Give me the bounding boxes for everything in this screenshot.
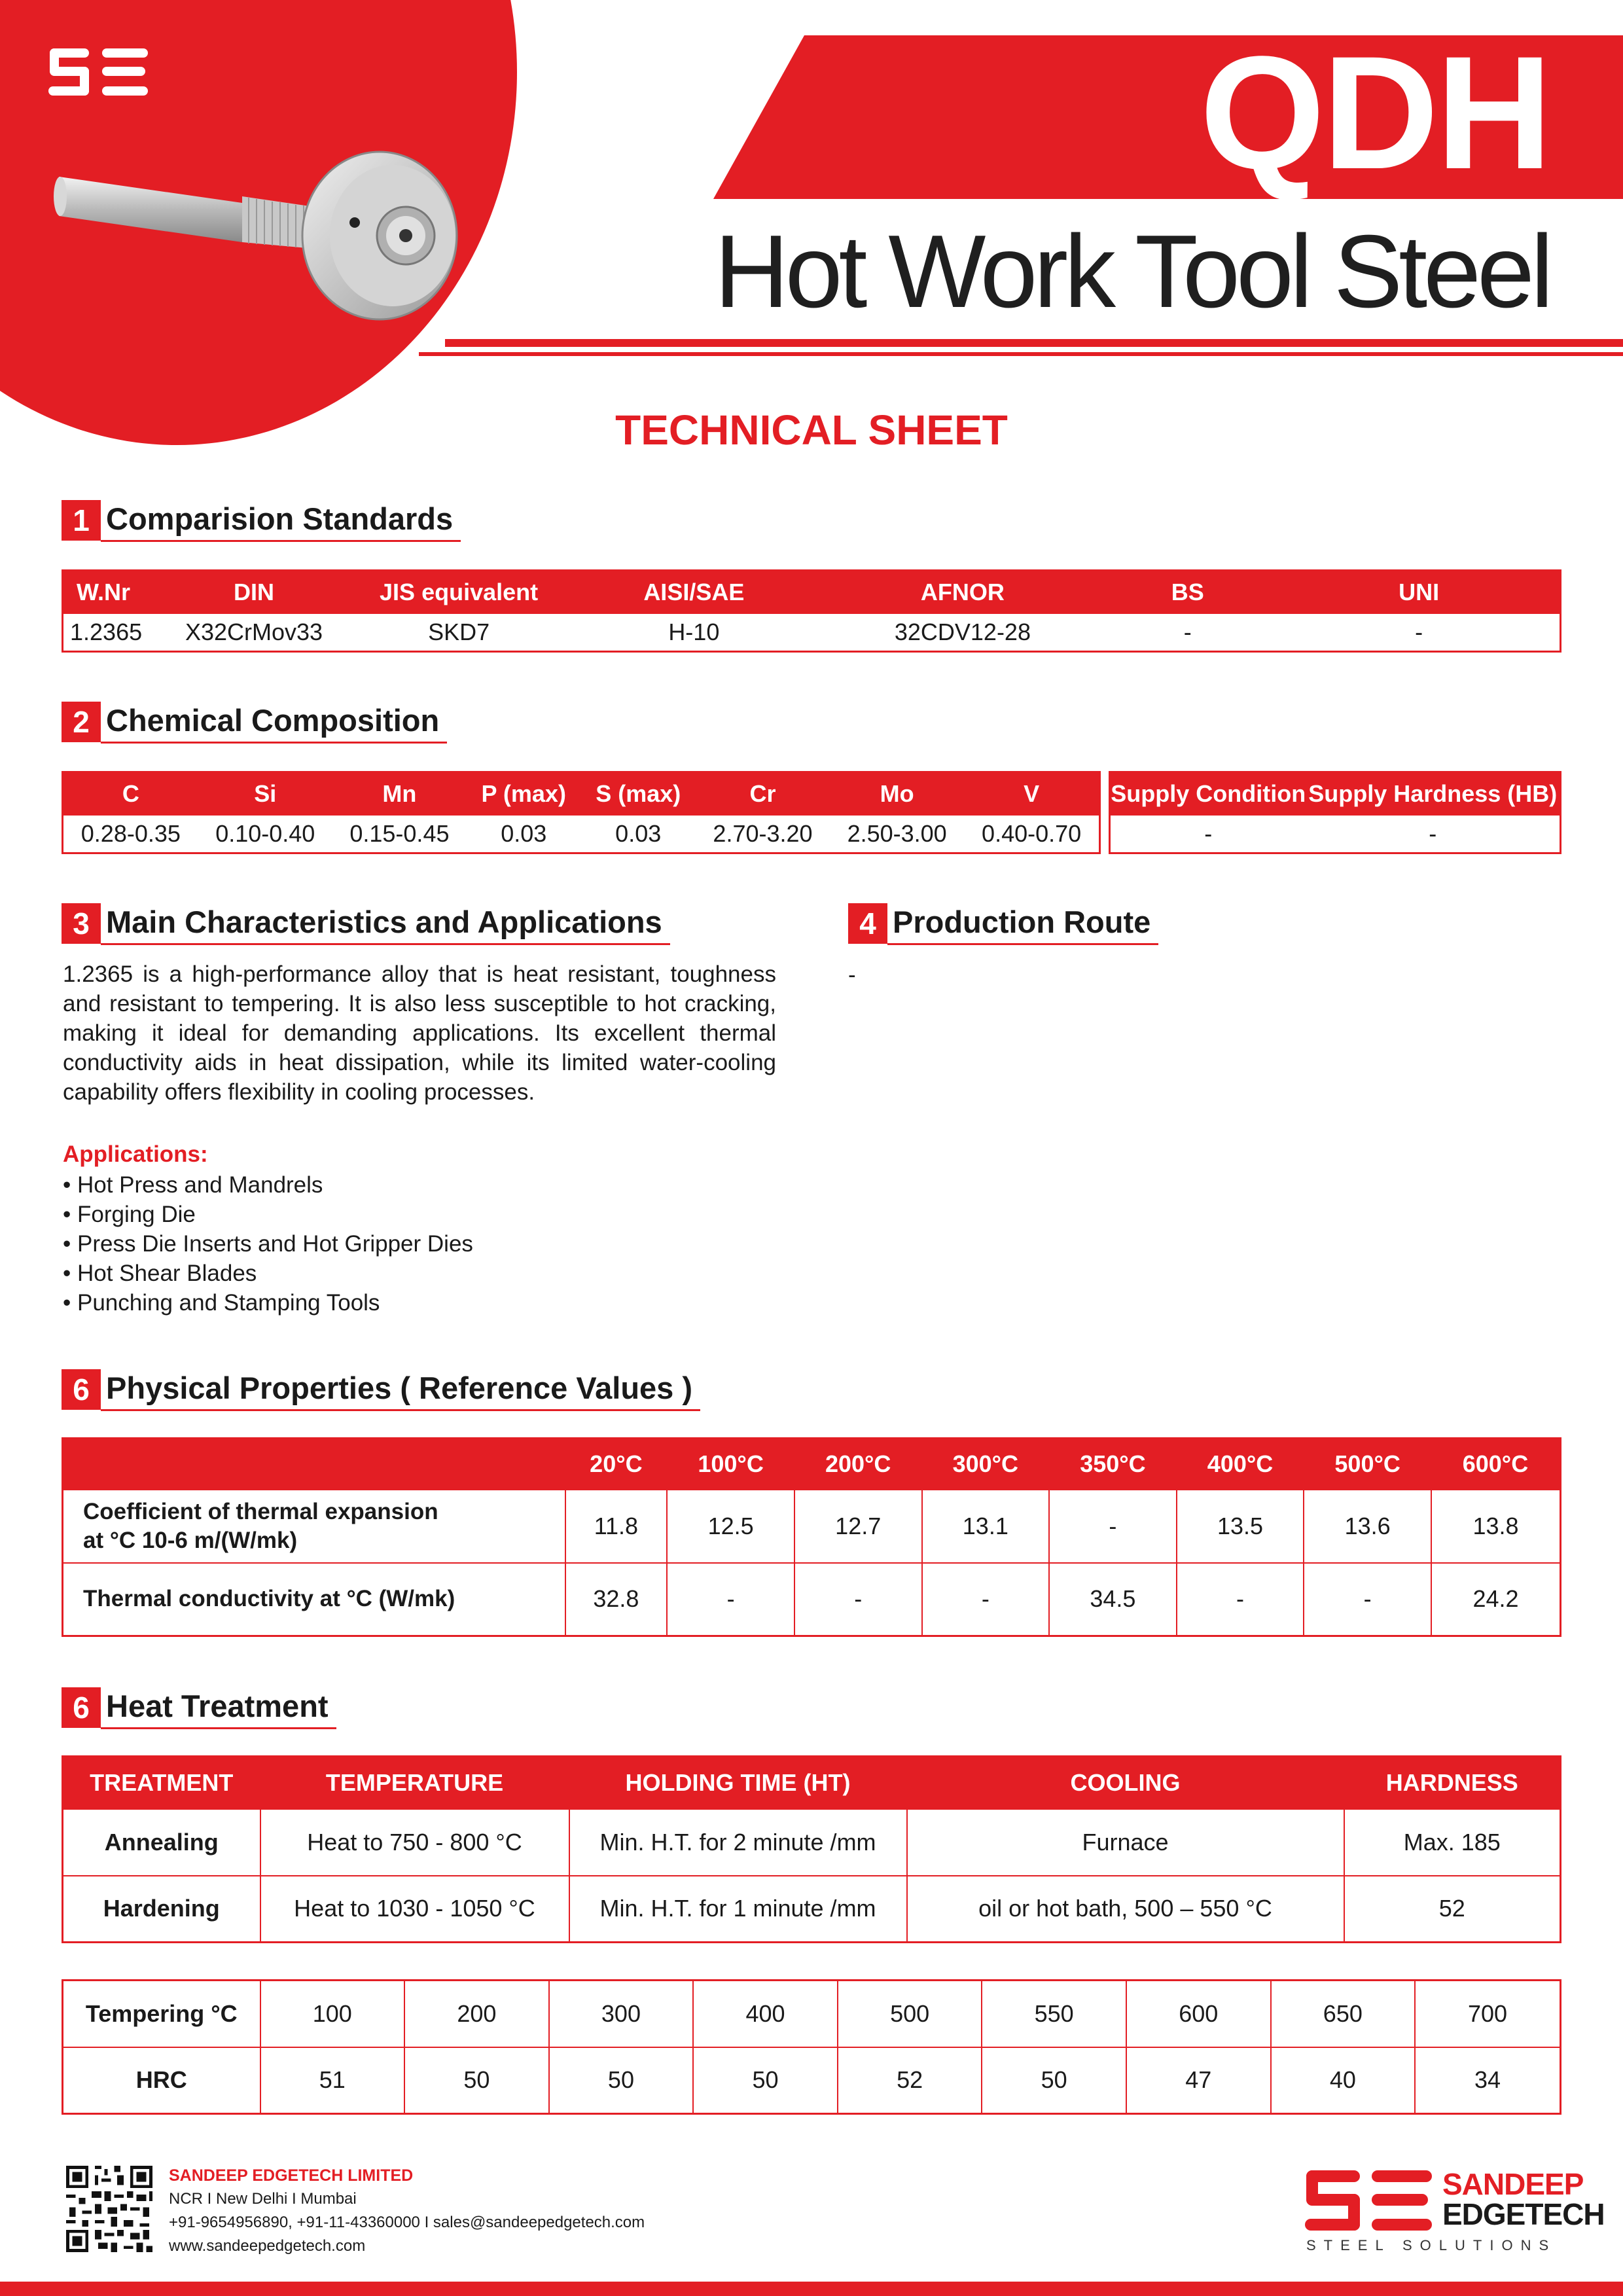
physical-properties-table (62, 1437, 1561, 1637)
header-divider-thin (419, 352, 1623, 356)
row-label: Tempering °C (63, 1981, 260, 2047)
column-header: UNI (1278, 571, 1560, 614)
table-row (63, 1876, 1561, 1943)
column-header: Si (198, 772, 332, 816)
table-cell: - (1183, 618, 1192, 645)
list-item: • Press Die Inserts and Hot Gripper Dies (63, 1231, 473, 1257)
column-header: 600°C (1431, 1439, 1561, 1490)
table-cell: 40 (1271, 2047, 1416, 2114)
table-cell: - (1304, 1563, 1431, 1636)
column-header: BS (1097, 571, 1278, 614)
table-cell: 0.03 (615, 819, 662, 847)
table-cell: - (1204, 819, 1213, 847)
table-cell: 34.5 (1049, 1563, 1177, 1636)
list-item: • Punching and Stamping Tools (63, 1290, 380, 1316)
section-heading-characteristics (62, 902, 670, 945)
company-website[interactable]: www.sandeepedgetech.com (169, 2237, 366, 2255)
table-cell: Furnace (907, 1809, 1344, 1876)
table-cell: - (1429, 819, 1437, 847)
section-heading-heat-treatment (62, 1686, 336, 1729)
supply-table (1109, 771, 1561, 854)
se-logo-icon (47, 47, 149, 97)
company-info (169, 2164, 645, 2258)
table-header-row (63, 772, 1100, 816)
table-cell: 600 (1126, 1981, 1271, 2047)
table-cell: - (667, 1563, 794, 1636)
table-header-row (63, 571, 1561, 614)
table-row (63, 1809, 1561, 1876)
applications-list (63, 1170, 473, 1318)
section-heading-chemical (62, 700, 447, 744)
row-label-line: Thermal conductivity at °C (W/mk) (83, 1586, 455, 1612)
column-header: 100°C (667, 1439, 794, 1490)
column-header: 300°C (922, 1439, 1050, 1490)
table-cell: - (922, 1563, 1050, 1636)
characteristics-description: 1.2365 is a high-performance alloy that is heat resistant, toughness and resistant to tempering. It is also less susceptible to hot cracking, making it ideal for demanding applications. Its excellent thermal conductivity aids in heat dissipation, while its limited water-cooling capability offers flexibility in cooling processes. (63, 961, 776, 1105)
column-header: AISI/SAE (560, 571, 829, 614)
table-row (63, 816, 1100, 853)
table-cell: - (794, 1563, 922, 1636)
table-cell: 52 (838, 2047, 982, 2114)
table-cell: - (1049, 1490, 1177, 1563)
column-header-empty (63, 1439, 565, 1490)
table-row (63, 614, 1561, 652)
table-cell: 50 (549, 2047, 694, 2114)
table-cell: 2.50-3.00 (847, 819, 947, 847)
table-header-row (1110, 772, 1561, 816)
section-title: Main Characteristics and Applications (101, 902, 670, 945)
table-row (63, 1981, 1561, 2047)
column-header: 400°C (1177, 1439, 1304, 1490)
table-cell: 12.7 (794, 1490, 922, 1563)
column-header: DIN (150, 571, 358, 614)
section-number: 6 (62, 1687, 101, 1728)
table-cell: oil or hot bath, 500 – 550 °C (907, 1876, 1344, 1943)
table-cell: 11.8 (565, 1490, 668, 1563)
row-label-line: at °C 10-6 m/(W/mk) (83, 1527, 298, 1553)
logo-text-edgetech: EDGETECH (1442, 2197, 1605, 2231)
column-header: JIS equivalent (358, 571, 560, 614)
standards-table (62, 569, 1561, 653)
section-title: Heat Treatment (101, 1686, 336, 1729)
table-cell: 50 (404, 2047, 549, 2114)
list-item: • Forging Die (63, 1202, 196, 1227)
footer-bar (0, 2282, 1623, 2296)
product-subtitle: Hot Work Tool Steel (714, 214, 1550, 329)
row-label-line: Coefficient of thermal expansion (83, 1498, 438, 1524)
column-header: S (max) (581, 772, 696, 816)
table-cell: - (1177, 1563, 1304, 1636)
column-header: Supply Hardness (HB) (1306, 772, 1561, 816)
table-cell: 34 (1415, 2047, 1560, 2114)
section-title: Chemical Composition (101, 700, 447, 744)
table-cell: Heat to 750 - 800 °C (260, 1809, 569, 1876)
applications-title: Applications: (63, 1141, 208, 1167)
table-cell: 0.40-0.70 (982, 819, 1082, 847)
table-cell: 13.1 (922, 1490, 1050, 1563)
list-item: • Hot Press and Mandrels (63, 1172, 323, 1198)
table-cell: Heat to 1030 - 1050 °C (260, 1876, 569, 1943)
table-cell: 52 (1344, 1876, 1561, 1943)
section-number: 2 (62, 702, 101, 742)
table-header-row (63, 1757, 1561, 1809)
tempering-table (62, 1979, 1561, 2115)
table-cell: 24.2 (1431, 1563, 1561, 1636)
logo-text-sandeep: SANDEEP (1442, 2167, 1584, 2201)
table-row (1110, 816, 1561, 853)
table-cell: X32CrMov33 (185, 618, 323, 645)
product-code: QDH (1200, 23, 1550, 203)
table-cell: 13.6 (1304, 1490, 1431, 1563)
section-number: 3 (62, 903, 101, 944)
table-cell: 2.70-3.20 (713, 819, 813, 847)
row-label (63, 1563, 565, 1636)
column-header: HOLDING TIME (HT) (569, 1757, 907, 1809)
section-number: 1 (62, 500, 101, 541)
table-cell: 13.8 (1431, 1490, 1561, 1563)
logo-tagline: STEEL SOLUTIONS (1306, 2237, 1557, 2253)
production-route-text: - (848, 962, 856, 988)
column-header: Supply Condition (1110, 772, 1306, 816)
table-cell: 0.10-0.40 (215, 819, 315, 847)
table-cell: 0.28-0.35 (80, 819, 181, 847)
table-cell: 300 (549, 1981, 694, 2047)
table-cell: Min. H.T. for 1 minute /mm (569, 1876, 907, 1943)
column-header: COOLING (907, 1757, 1344, 1809)
table-cell: H-10 (668, 618, 720, 645)
column-header: TEMPERATURE (260, 1757, 569, 1809)
table-cell: 50 (693, 2047, 838, 2114)
table-cell: 47 (1126, 2047, 1271, 2114)
list-item: • Hot Shear Blades (63, 1261, 257, 1286)
column-header: 20°C (565, 1439, 668, 1490)
table-cell: 0.03 (501, 819, 547, 847)
table-cell: 400 (693, 1981, 838, 2047)
row-label (63, 1490, 565, 1563)
table-cell: 13.5 (1177, 1490, 1304, 1563)
section-title: Comparision Standards (101, 499, 461, 542)
table-cell: 200 (404, 1981, 549, 2047)
column-header: C (63, 772, 198, 816)
column-header: V (964, 772, 1099, 816)
section-title: Physical Properties ( Reference Values ) (101, 1368, 700, 1411)
section-title: Production Route (887, 902, 1158, 945)
table-cell: Annealing (63, 1809, 260, 1876)
table-cell: 1.2365 (70, 618, 143, 645)
table-cell: SKD7 (428, 618, 490, 645)
qr-code-icon[interactable] (63, 2162, 156, 2255)
chemical-composition-table (62, 771, 1101, 854)
table-row (63, 1490, 1561, 1563)
column-header: Cr (696, 772, 830, 816)
column-header: W.Nr (63, 571, 150, 614)
column-header: 500°C (1304, 1439, 1431, 1490)
steel-shaft-image (52, 144, 471, 367)
table-cell: 700 (1415, 1981, 1560, 2047)
table-header-row (63, 1439, 1561, 1490)
table-cell: Min. H.T. for 2 minute /mm (569, 1809, 907, 1876)
row-label: HRC (63, 2047, 260, 2114)
table-cell: 650 (1271, 1981, 1416, 2047)
column-header: 350°C (1049, 1439, 1177, 1490)
section-heading-production-route (848, 902, 1158, 945)
company-contact[interactable]: +91-9654956890, +91-11-43360000 I sales@sandeepedgetech.com (169, 2214, 645, 2231)
table-cell: Hardening (63, 1876, 260, 1943)
table-cell: 51 (260, 2047, 405, 2114)
header-divider (445, 339, 1623, 347)
table-cell: - (1415, 618, 1423, 645)
table-cell: 32.8 (565, 1563, 668, 1636)
table-cell: 100 (260, 1981, 405, 2047)
sheet-title: TECHNICAL SHEET (615, 406, 1008, 454)
table-cell: Max. 185 (1344, 1809, 1561, 1876)
column-header: Mn (332, 772, 467, 816)
table-cell: 500 (838, 1981, 982, 2047)
section-heading-physical (62, 1368, 700, 1411)
table-row (63, 2047, 1561, 2114)
table-cell: 50 (982, 2047, 1126, 2114)
section-heading-standards (62, 499, 461, 542)
heat-treatment-table (62, 1755, 1561, 1943)
table-cell: 550 (982, 1981, 1126, 2047)
table-cell: 0.15-0.45 (349, 819, 450, 847)
company-name: SANDEEP EDGETECH LIMITED (169, 2166, 414, 2185)
column-header: TREATMENT (63, 1757, 260, 1809)
column-header: 200°C (794, 1439, 922, 1490)
table-cell: 12.5 (667, 1490, 794, 1563)
table-row (63, 1563, 1561, 1636)
company-locations: NCR I New Delhi I Mumbai (169, 2190, 357, 2208)
column-header: HARDNESS (1344, 1757, 1561, 1809)
section-number: 4 (848, 903, 887, 944)
column-header: Mo (830, 772, 964, 816)
section-number: 6 (62, 1369, 101, 1410)
column-header: P (max) (467, 772, 581, 816)
column-header: AFNOR (829, 571, 1097, 614)
table-cell: 32CDV12-28 (894, 618, 1031, 645)
